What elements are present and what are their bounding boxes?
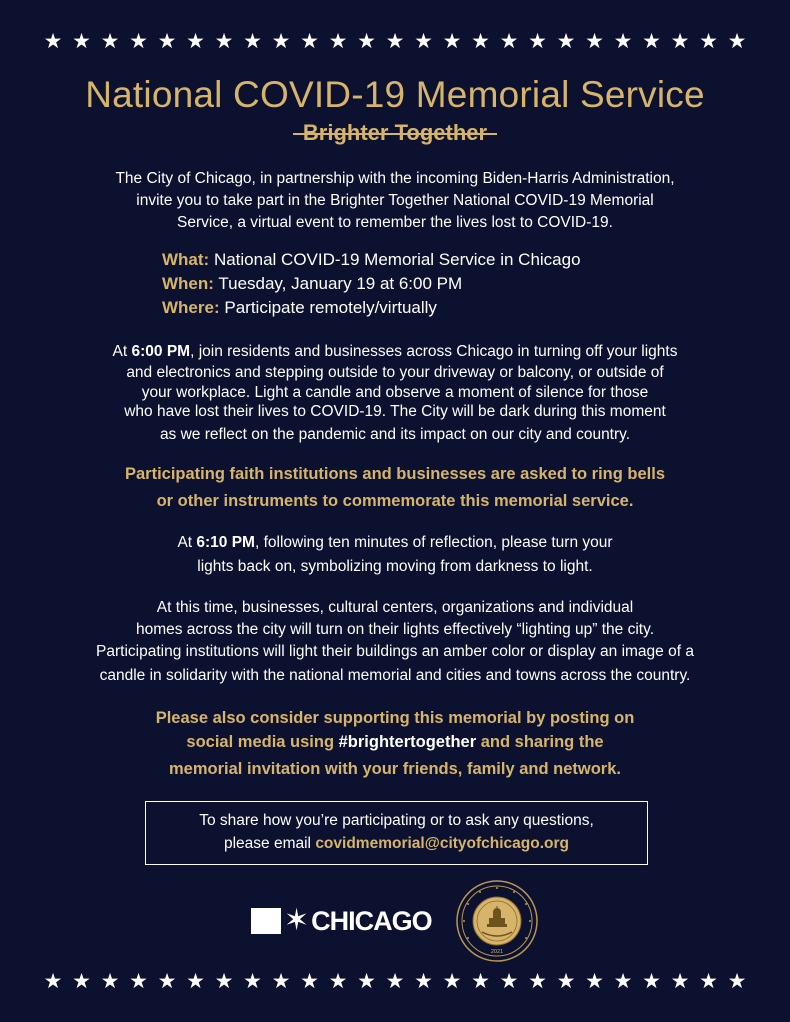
bottom-star-border	[0, 969, 790, 993]
star-icon: ★	[670, 969, 690, 993]
para1-line-1	[0, 341, 790, 363]
chicago-logo	[251, 904, 432, 938]
star-icon: ★	[186, 969, 205, 993]
star-icon: ★	[727, 969, 747, 993]
what-label: What:	[162, 250, 210, 269]
star-icon: ★	[499, 29, 519, 53]
star-icon: ★	[100, 969, 120, 993]
star-icon: ★	[357, 29, 376, 53]
star-icon: ★	[271, 969, 291, 993]
para1-line-5: as we reflect on the pandemic and its impact on our city and country.	[159, 426, 631, 443]
star-icon: ★	[642, 969, 661, 993]
star-icon: ★	[214, 969, 234, 993]
when-value: Tuesday, January 19 at 6:00 PM	[218, 274, 463, 293]
para1-line-2: and electronics and stepping outside to your driveway or balcony, or outside of	[126, 364, 664, 381]
star-icon: ★	[100, 29, 120, 53]
logo-wordmark: CHICAGO	[311, 905, 432, 936]
faith-line-2: or other instruments to commemorate this memorial service.	[156, 492, 634, 510]
star-icon: ★	[699, 29, 718, 53]
contact-email-link[interactable]: covidmemorial@cityofchicago.org	[315, 835, 570, 852]
para1-time: 6:00 PM	[131, 343, 191, 360]
star-icon: ★	[471, 969, 490, 993]
para3-line-1: At this time, businesses, cultural centers, organizations and individual	[156, 599, 634, 616]
contact-line2-pre: please email	[223, 835, 316, 852]
social-line2-pre: social media using	[186, 733, 339, 751]
where-row	[162, 296, 581, 320]
star-icon: ★	[414, 969, 433, 993]
star-icon: ★	[556, 969, 576, 993]
where-label: Where:	[162, 298, 220, 317]
star-icon: ★	[72, 969, 91, 993]
star-icon: ★	[385, 29, 405, 53]
top-star-border	[0, 29, 790, 53]
star-icon: ★	[129, 969, 148, 993]
star-icon: ★	[442, 969, 462, 993]
para3-line-4: candle in solidarity with the national memorial and cities and towns across the country.	[99, 667, 691, 684]
star-icon: ★	[528, 29, 547, 53]
social-line-2	[0, 729, 790, 755]
star-icon: ★	[243, 969, 262, 993]
subtitle-wrap	[0, 120, 790, 146]
faith-line-1: Participating faith institutions and businesses are asked to ring bells	[124, 465, 666, 483]
star-icon: ★	[214, 29, 234, 53]
star-icon: ★	[585, 969, 604, 993]
star-icon: ★	[157, 969, 177, 993]
what-value: National COVID-19 Memorial Service in Chicago	[213, 250, 581, 269]
contact-line-1: To share how you’re participating or to ask any questions,	[199, 812, 594, 829]
star-icon: ★	[129, 29, 148, 53]
para1-lead: At	[112, 343, 132, 360]
chicago-star-icon: ✶	[284, 903, 310, 938]
star-icon: ★	[186, 29, 205, 53]
star-icon: ★	[414, 29, 433, 53]
star-icon: ★	[243, 29, 262, 53]
star-icon: ★	[642, 29, 661, 53]
star-icon: ★	[300, 29, 319, 53]
para1-line-3: your workplace. Light a candle and observe a moment of silence for those	[141, 384, 649, 401]
para3-line-3: Participating institutions will light their buildings an amber color or display an image of a	[96, 643, 694, 660]
star-icon: ★	[271, 29, 291, 53]
star-icon: ★	[585, 29, 604, 53]
star-icon: ★	[499, 969, 519, 993]
star-icon: ★	[157, 29, 177, 53]
star-icon: ★	[613, 969, 633, 993]
intro-line-2: invite you to take part in the Brighter Together National COVID-19 Memorial	[136, 192, 654, 209]
star-icon: ★	[727, 29, 747, 53]
hashtag-link[interactable]: #brightertogether	[338, 733, 477, 751]
star-icon: ★	[328, 29, 348, 53]
inauguration-seal-icon	[456, 880, 538, 962]
intro-line-1: The City of Chicago, in partnership with the incoming Biden-Harris Administration,	[115, 170, 675, 187]
subtitle	[297, 120, 493, 146]
star-icon: ★	[556, 29, 576, 53]
para2-line-2: lights back on, symbolizing moving from darkness to light.	[197, 558, 593, 575]
para2-time: 6:10 PM	[196, 534, 255, 551]
para1-line1-rest: , join residents and businesses across Chicago in turning off your lights	[190, 343, 678, 360]
page-title: National COVID-19 Memorial Service	[85, 74, 705, 115]
star-icon: ★	[699, 969, 718, 993]
star-icon: ★	[43, 969, 63, 993]
para1-line-4: who have lost their lives to COVID-19. The City will be dark during this moment	[124, 403, 666, 420]
para2-line-1	[0, 532, 790, 554]
star-icon: ★	[43, 29, 63, 53]
star-icon: ★	[357, 969, 376, 993]
logo-box	[251, 908, 281, 934]
star-icon: ★	[300, 969, 319, 993]
subtitle-text: Brighter Together	[302, 120, 488, 145]
star-icon: ★	[471, 29, 490, 53]
star-icon: ★	[613, 29, 633, 53]
when-label: When:	[162, 274, 214, 293]
contact-line-2	[146, 832, 647, 855]
star-icon: ★	[328, 969, 348, 993]
para2-line1-rest: , following ten minutes of reflection, please turn your	[254, 534, 613, 551]
event-details	[162, 248, 581, 320]
social-line2-post: and sharing the	[476, 733, 604, 751]
social-line-3: memorial invitation with your friends, family and network.	[169, 760, 621, 778]
star-icon: ★	[385, 969, 405, 993]
intro-line-3: Service, a virtual event to remember the lives lost to COVID-19.	[177, 214, 613, 231]
para3-line-2: homes across the city will turn on their lights effectively “lighting up” the city.	[135, 621, 655, 638]
star-icon: ★	[72, 29, 91, 53]
when-row	[162, 272, 581, 296]
star-icon: ★	[442, 29, 462, 53]
star-icon: ★	[670, 29, 690, 53]
contact-box	[145, 801, 648, 865]
what-row	[162, 248, 581, 272]
star-icon: ★	[528, 969, 547, 993]
seal-year: 2021	[490, 949, 504, 955]
para2-lead: At	[177, 534, 197, 551]
where-value: Participate remotely/virtually	[224, 298, 437, 317]
social-line-1: Please also consider supporting this memorial by posting on	[155, 709, 635, 727]
